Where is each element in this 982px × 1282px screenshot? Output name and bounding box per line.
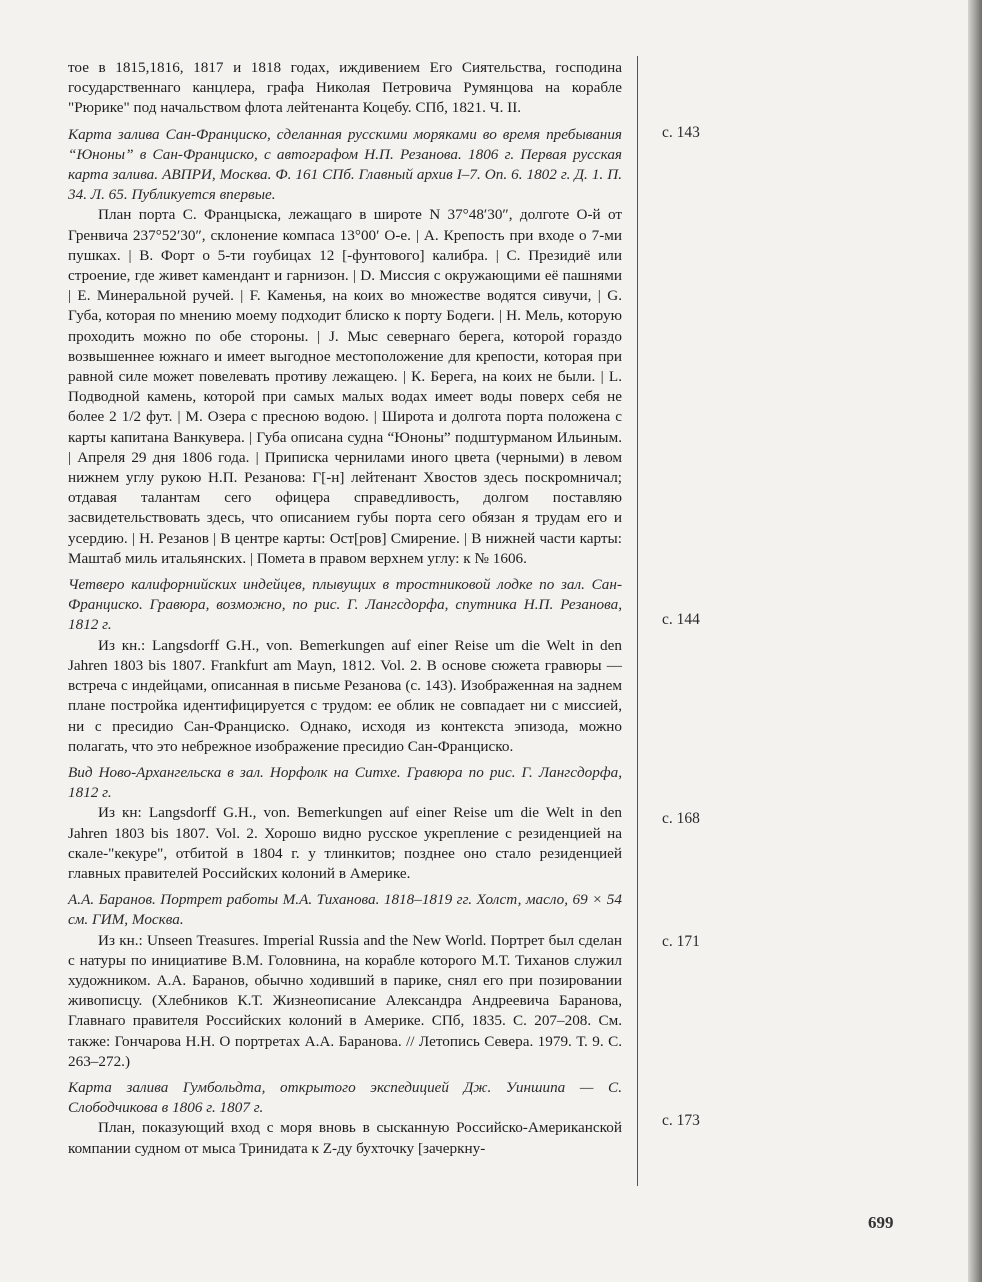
page-reference: с. 143 bbox=[662, 124, 700, 141]
text-column bbox=[68, 58, 622, 1165]
page-reference: с. 168 bbox=[662, 810, 700, 827]
page-edge bbox=[968, 0, 982, 1282]
entry-body: Из кн.: Unseen Treasures. Imperial Russia and the New World. Портрет был сделан с натуры по инициативе В.М. Головнина, на корабле которого М.Т. Тиханов служил художником. А.А. Баранов, обычно ходивший в парике, снял его при позировании живописцу. (Хлебников К.Т. Жизнеописание Александра Андреевича Баранова, Главнаго правителя Российских колоний в Америке. СПб, 1835. С. 207–208. См. также: Гончарова Н.Н. О портретах А.А. Баранова. // Летопись Севера. 1979. Т. 9. С. 263–272.) bbox=[68, 931, 622, 1070]
entry-caption: Карта залива Сан-Франциско, сделанная русскими моряками во время пребывания “Юноны” в Сан-Франциско, с автографом Н.П. Резанова. 1806 г. Первая русская карта залива. АВПРИ, Москва. Ф. 161 СПб. Главный архив I–7. Оп. 6. 1802 г. Д. 1. П. 34. Л. 65. Публикуется впервые. bbox=[68, 125, 622, 204]
column-rule bbox=[637, 56, 638, 1186]
intro-text: тое в 1815,1816, 1817 и 1818 годах, иждивением Его Сиятельства, господина государственнаго канцлера, графа Николая Петровича Румянцова на корабле "Рюрике" под начальством флота лейтенанта Коцебу. СПб, 1821. Ч. II. bbox=[68, 59, 622, 117]
page-reference: с. 173 bbox=[662, 1112, 700, 1129]
page-reference: с. 144 bbox=[662, 611, 700, 628]
page-number: 699 bbox=[868, 1213, 894, 1232]
entry-caption: Четверо калифорнийских индейцев, плывущих в тростниковой лодке по зал. Сан-Франциско. Гравюра, возможно, по рис. Г. Лангсдорфа, спутника Н.П. Резанова, 1812 г. bbox=[68, 576, 622, 634]
entry-caption: А.А. Баранов. Портрет работы М.А. Тиханова. 1818–1819 гг. Холст, масло, 69 × 54 см. ГИМ, Москва. bbox=[68, 891, 622, 929]
entry-1 bbox=[68, 125, 622, 569]
entry-caption: Карта залива Гумбольдта, открытого экспедицией Дж. Уиншипа — С. Слободчикова в 1806 г. 1807 г. bbox=[68, 1078, 622, 1117]
entry-2 bbox=[68, 575, 622, 757]
entry-caption: Вид Ново-Архангельска в зал. Норфолк на Ситхе. Гравюра по рис. Г. Лангсдорфа, 1812 г. bbox=[68, 763, 622, 802]
entry-4 bbox=[68, 890, 622, 1072]
entry-body: План, показующий вход с моря вновь в сысканную Российско-Американской компании судном от мыса Тринидата к Z-ду бухточку [зачеркну- bbox=[68, 1119, 622, 1157]
entry-3 bbox=[68, 763, 622, 884]
entry-body: Из кн: Langsdorff G.H., von. Bemerkungen auf einer Reise um die Welt in den Jahren 1803 bis 1807. Vol. 2. Хорошо видно русское укрепление с резиденцией на скале-"кекуре", отбитой в 1804 г. у тлинкитов; позднее оно стало резиденцией главных правителей Российских колоний в Америке. bbox=[68, 804, 622, 882]
entry-body: Из кн.: Langsdorff G.H., von. Bemerkungen auf einer Reise um die Welt in den Jahren 1803 bis 1807. Frankfurt am Mayn, 1812. Vol. 2. В основе сюжета гравюры — встреча с индейцами, описанная в письме Резанова (с. 143). Изображенная на заднем плане постройка идентифицируется с трудом: ее облик не совпадает ни с миссией, ни с пресидио Сан-Франциско. Однако, исходя из контекста эпизода, можно полагать, что это небрежное изображение пресидио Сан-Франциско. bbox=[68, 636, 622, 755]
entry-body: План порта С. Францыска, лежащаго в широте N 37°48′30″, долготе О-й от Гренвича 237°52′30″, склонение компаса 13°00′ О-е. | А. Крепость при входе о 7-ми пушках. | В. Форт о 5-ти гоубицах 12 [-фунтового] калибра. | С. Президиё или строение, где живет камендант и гарнизон. | D. Миссия с окружающими её пашнями | Е. Минеральной ручей. | F. Каменья, на коих во множестве водятся сивучи, | G. Губа, которая по мнению моему подходит блиско к порту Бодеги. | Н. Мель, которую проходить можно по обе стороны. | J. Мыс севернаго берега, которой гораздо возвышеннее южнаго и имеет выгодное местоположение для крепости, которая при равной силе может повелевать противу лежащею. | К. Берега, на коих не были. | L. Подводной камень, которой при самых малых водах имеет воды поверх себя не более 2 1/2 фут. | М. Озера с пресною водою. | Широта и долгота порта положена с карты капитана Ванкувера. | Губа описана судна “Юноны” подштурманом Ильиным. | Апреля 29 дня 1806 года. | Приписка чернилами иного цвета (черными) в левом нижнем углу рукою Н.П. Резанова: Г[-н] лейтенант Хвостов здесь поскромничал; отдавая талантам сего офицера справедливость, долгом поставляю засвидетельствовать здесь, что описанием губы порта сего обязан я трудам его и усердию. | Н. Резанов | В центре карты: Ост[ров] Смирение. | В нижней части карты: Маштаб миль итальянских. | Помета в правом верхнем углу: к № 1606. bbox=[68, 206, 622, 567]
page-reference: с. 171 bbox=[662, 933, 700, 950]
entry-5 bbox=[68, 1078, 622, 1159]
